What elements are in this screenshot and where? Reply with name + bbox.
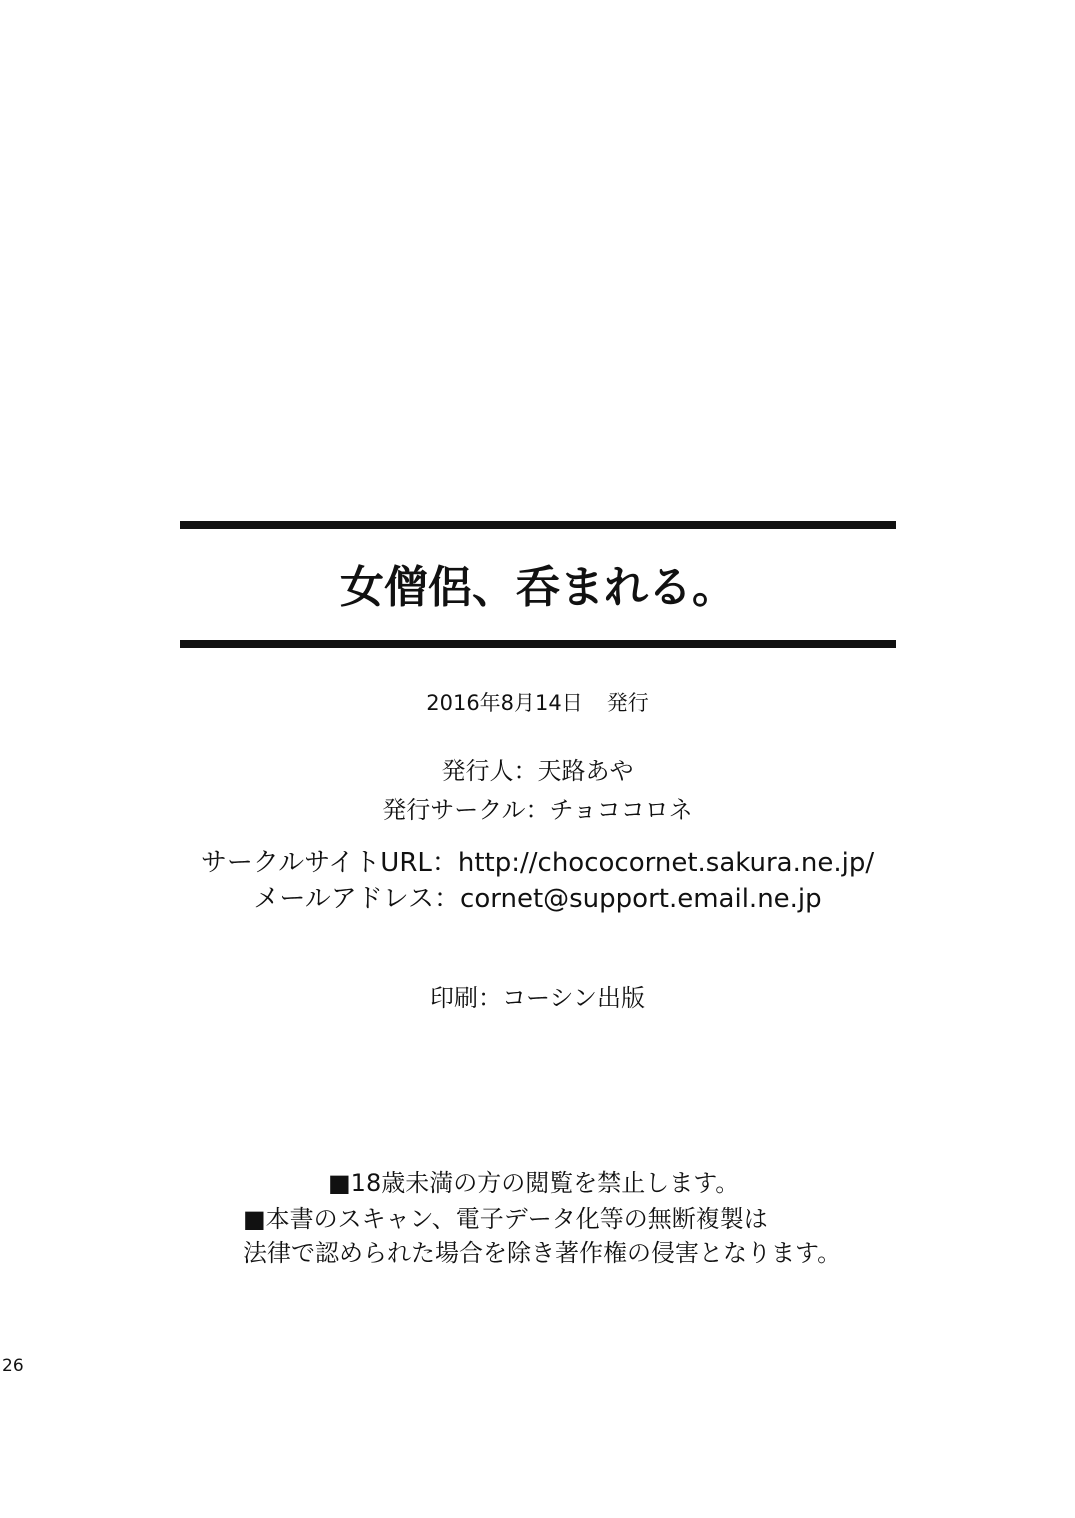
copyright-notice-line-2: 法律で認められた場合を除き著作権の侵害となります。 [243,1239,842,1267]
circle-site-line: サークルサイトURL：http://chococornet.sakura.ne.jp/ [200,848,875,878]
printer-line: 印刷：コーシン出版 [430,984,645,1012]
copyright-notice-line-1: ■本書のスキャン、電子データ化等の無断複製は [243,1205,768,1233]
page-number: 26 [2,1356,24,1376]
publisher-line: 発行人：天路あや [441,757,634,785]
age-restriction-notice: ■18歳未満の方の閲覧を禁止します。 [328,1169,740,1197]
circle-line: 発行サークル：チョココロネ [382,796,693,824]
issue-date: 2016年8月14日 [426,691,583,715]
title-bottom-rule [180,640,896,648]
book-title: 女僧侶、呑まれる。 [340,562,736,613]
issue-date-line [0,687,1075,719]
issue-label: 発行 [606,691,649,715]
title-top-rule [180,521,896,529]
mail-address-line: メールアドレス：cornet@support.email.ne.jp [253,884,822,914]
